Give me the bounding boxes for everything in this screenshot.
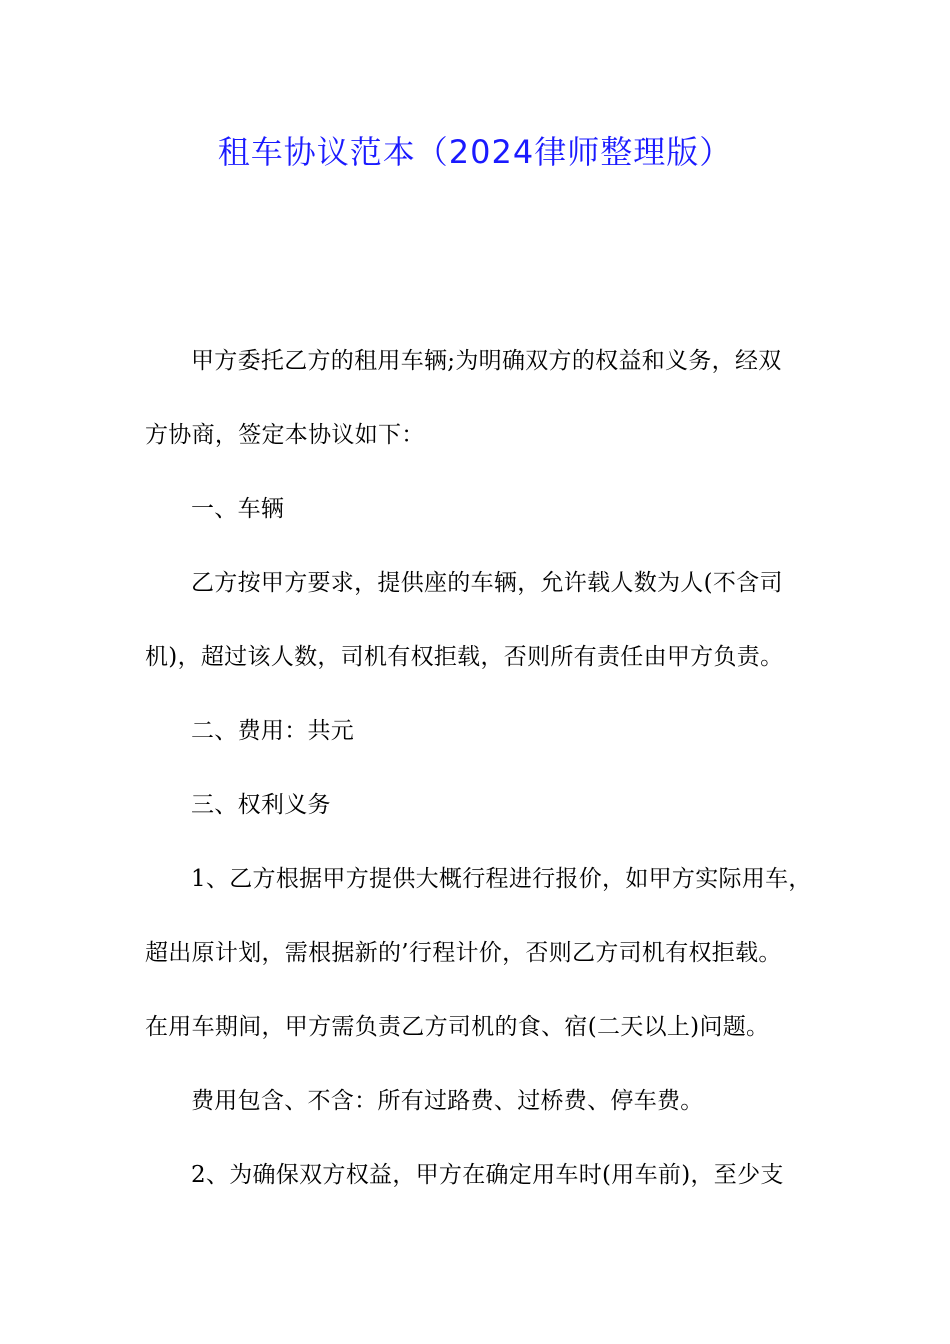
clause-1-line-1: 1、乙方根据甲方提供大概行程进行报价，如甲方实际用车， xyxy=(191,866,812,892)
clause-1-line-3: 在用车期间，甲方需负责乙方司机的食、宿(二天以上)问题。 xyxy=(145,1014,770,1040)
paragraph-vehicle-line-2: 机)，超过该人数，司机有权拒载，否则所有责任由甲方负责。 xyxy=(145,644,784,670)
section-heading-vehicle: 一、车辆 xyxy=(191,496,285,522)
clause-1-line-2: 超出原计划，需根据新的’行程计价，否则乙方司机有权拒载。 xyxy=(145,940,782,966)
paragraph-intro-line-2: 方协商，签定本协议如下： xyxy=(145,422,425,448)
document-body xyxy=(145,338,810,1226)
clause-2-line-1: 2、为确保双方权益，甲方在确定用车时(用车前)，至少支 xyxy=(191,1162,784,1188)
paragraph-intro-line-1: 甲方委托乙方的租用车辆;为明确双方的权益和义务，经双 xyxy=(191,348,782,374)
paragraph-vehicle-line-1: 乙方按甲方要求，提供座的车辆，允许载人数为人(不含司 xyxy=(191,570,783,596)
document-title: 租车协议范本（2024律师整理版） xyxy=(217,133,733,171)
section-heading-rights: 三、权利义务 xyxy=(191,792,331,818)
section-heading-fees: 二、费用：共元 xyxy=(191,718,355,744)
fees-included-line: 费用包含、不含：所有过路费、过桥费、停车费。 xyxy=(191,1088,704,1114)
